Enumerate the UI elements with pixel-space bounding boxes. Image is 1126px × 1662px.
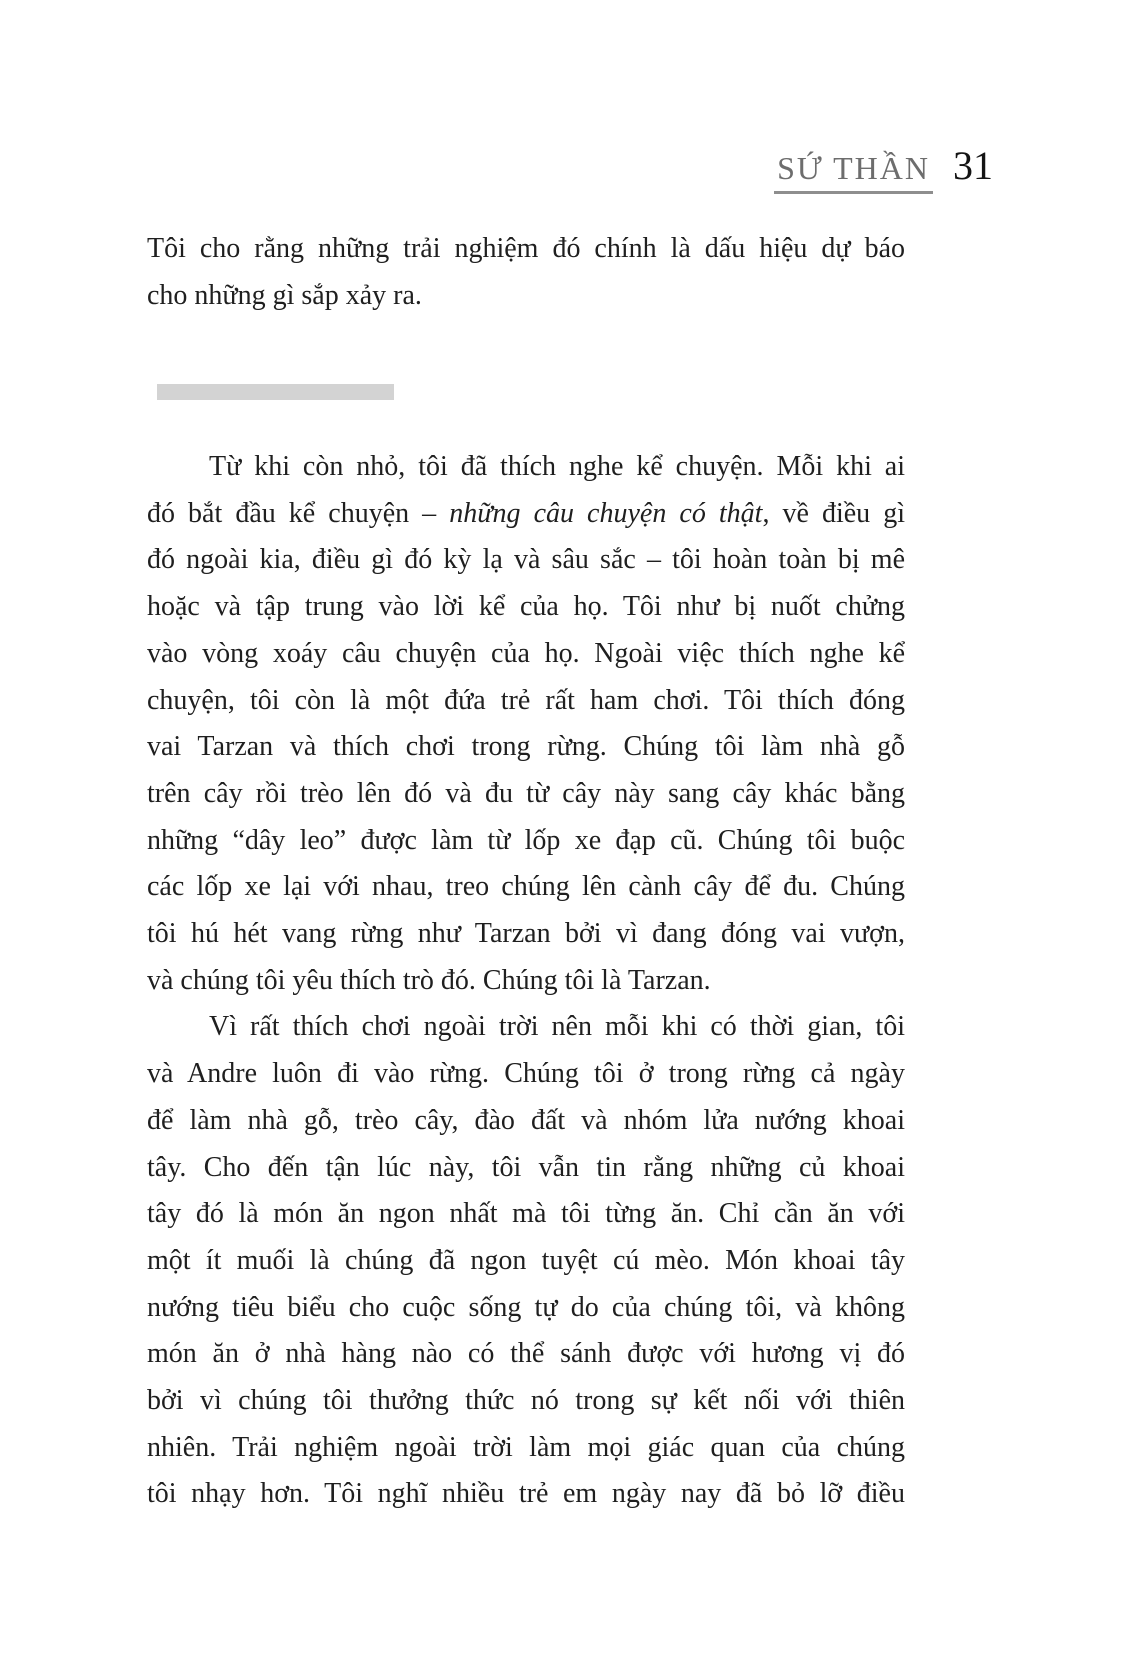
- text-line: [147, 1331, 905, 1378]
- paragraph: [147, 444, 905, 1004]
- text-segment: tôi hú hét vang rừng như Tarzan bởi vì đang đóng vai vượn,: [147, 918, 905, 950]
- text-line: [147, 771, 905, 818]
- italic-text-segment: những câu chuyện có thật: [449, 497, 763, 529]
- text-segment: trên cây rồi trèo lên đó và đu từ cây này sang cây khác bằng: [147, 777, 905, 809]
- text-line: [147, 491, 905, 538]
- paragraph: [147, 1004, 905, 1518]
- text-segment: các lốp xe lại với nhau, treo chúng lên cành cây để đu. Chúng: [147, 871, 905, 903]
- text-segment: chuyện, tôi còn là một đứa trẻ rất ham chơi. Tôi thích đóng: [147, 684, 905, 716]
- text-line: [147, 1098, 905, 1145]
- page-number: 31: [953, 143, 993, 188]
- text-segment: Tôi cho rằng những trải nghiệm đó chính là dấu hiệu dự báo: [147, 233, 905, 264]
- text-line: [147, 1378, 905, 1425]
- text-segment: đó bắt đầu kể chuyện –: [147, 497, 450, 529]
- text-segment: , về điều gì: [762, 497, 906, 529]
- text-line: [147, 1285, 905, 1332]
- text-line: [147, 818, 905, 865]
- text-line: [147, 631, 905, 678]
- text-segment: Vì rất thích chơi ngoài trời nên mỗi khi có thời gian, tôi: [209, 1011, 905, 1043]
- text-segment: và chúng tôi yêu thích trò đó. Chúng tôi là Tarzan.: [147, 964, 711, 996]
- section-divider-bar: [157, 384, 394, 400]
- text-segment: đó ngoài kia, điều gì đó kỳ lạ và sâu sắc – tôi hoàn toàn bị mê: [147, 544, 905, 576]
- text-line: [147, 958, 905, 1005]
- text-line: [147, 1191, 905, 1238]
- page-header: [774, 143, 993, 194]
- text-segment: tôi nhạy hơn. Tôi nghĩ nhiều trẻ em ngày nay đã bỏ lỡ điều: [147, 1478, 905, 1510]
- intro-paragraph-block: [147, 226, 905, 319]
- chapter-title: SỨ THẦN: [774, 150, 933, 194]
- text-line: [147, 864, 905, 911]
- text-line: [147, 444, 905, 491]
- main-paragraph-block: [147, 444, 905, 1518]
- text-segment: những “dây leo” được làm từ lốp xe đạp cũ. Chúng tôi buộc: [147, 824, 905, 856]
- text-line: [147, 584, 905, 631]
- text-segment: nướng tiêu biểu cho cuộc sống tự do của chúng tôi, và không: [147, 1291, 905, 1323]
- text-segment: tây. Cho đến tận lúc này, tôi vẫn tin rằng những củ khoai: [147, 1151, 905, 1183]
- text-segment: tây đó là món ăn ngon nhất mà tôi từng ăn. Chỉ cần ăn với: [147, 1198, 905, 1230]
- text-segment: nhiên. Trải nghiệm ngoài trời làm mọi giác quan của chúng: [147, 1431, 905, 1463]
- text-segment: hoặc và tập trung vào lời kể của họ. Tôi như bị nuốt chửng: [147, 591, 905, 623]
- text-segment: bởi vì chúng tôi thưởng thức nó trong sự kết nối với thiên: [147, 1385, 905, 1417]
- text-line: [147, 1004, 905, 1051]
- text-line: [147, 1145, 905, 1192]
- text-segment: vào vòng xoáy câu chuyện của họ. Ngoài việc thích nghe kể: [147, 637, 905, 669]
- text-line: [147, 1051, 905, 1098]
- text-line: [147, 226, 905, 273]
- text-line: [147, 273, 905, 320]
- text-segment: cho những gì sắp xảy ra.: [147, 279, 422, 311]
- text-segment: để làm nhà gỗ, trèo cây, đào đất và nhóm lửa nướng khoai: [147, 1104, 905, 1136]
- text-segment: món ăn ở nhà hàng nào có thể sánh được với hương vị đó: [147, 1338, 905, 1370]
- text-segment: và Andre luôn đi vào rừng. Chúng tôi ở trong rừng cả ngày: [147, 1058, 905, 1090]
- text-line: [147, 911, 905, 958]
- text-line: [147, 678, 905, 725]
- text-line: [147, 1471, 905, 1518]
- text-segment: vai Tarzan và thích chơi trong rừng. Chúng tôi làm nhà gỗ: [147, 731, 905, 763]
- text-line: [147, 724, 905, 771]
- text-segment: Từ khi còn nhỏ, tôi đã thích nghe kể chuyện. Mỗi khi ai: [209, 451, 905, 482]
- text-segment: một ít muối là chúng đã ngon tuyệt cú mèo. Món khoai tây: [147, 1244, 905, 1276]
- paragraph: [147, 226, 905, 319]
- text-line: [147, 1238, 905, 1285]
- text-line: [147, 537, 905, 584]
- text-line: [147, 1425, 905, 1472]
